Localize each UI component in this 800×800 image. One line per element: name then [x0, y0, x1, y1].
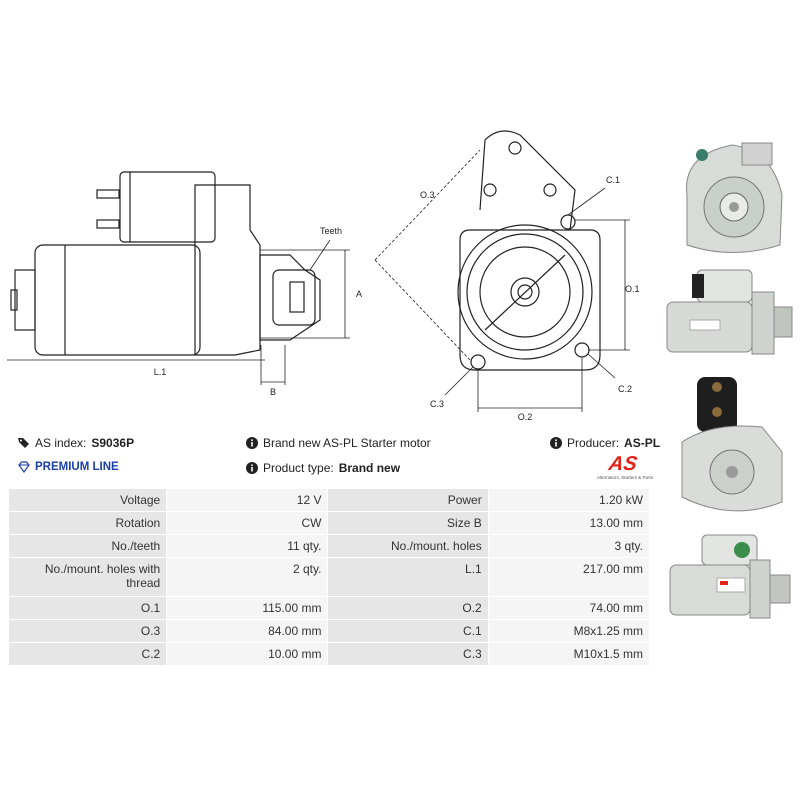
spec-value: 13.00 mm: [488, 512, 649, 535]
producer-label: Producer:: [567, 436, 620, 450]
spec-label: Rotation: [9, 512, 167, 535]
spec-label: No./mount. holes with thread: [9, 558, 167, 597]
table-row: [9, 643, 650, 666]
info-icon: [246, 462, 258, 474]
premium-line: [18, 461, 119, 473]
as-index-value: S9036P: [91, 436, 135, 450]
dim-label-c2: C.2: [618, 384, 633, 394]
diamond-icon: [18, 461, 30, 473]
dim-label-teeth: Teeth: [320, 226, 343, 236]
dim-label-o1: O.1: [625, 284, 640, 294]
spec-label: L.1: [328, 558, 488, 597]
spec-label: C.1: [328, 620, 488, 643]
table-row: [9, 489, 650, 512]
spec-label: O.2: [328, 597, 488, 620]
starter-side-image: [662, 262, 797, 362]
info-icon: [550, 437, 562, 449]
spec-label: No./mount. holes: [328, 535, 488, 558]
spec-value: M10x1.5 mm: [488, 643, 649, 666]
premium-line-label: PREMIUM LINE: [35, 461, 119, 473]
spec-label: Size B: [328, 512, 488, 535]
producer: [550, 436, 660, 450]
front-view-drawing: [370, 120, 660, 420]
product-type-label: Product type:: [263, 461, 334, 475]
as-logo-text: AS: [607, 453, 639, 475]
spec-value: 3 qty.: [488, 535, 649, 558]
spec-label: C.3: [328, 643, 488, 666]
table-row: [9, 620, 650, 643]
dim-label-a: A: [356, 289, 363, 299]
product-photo-side-2[interactable]: [662, 530, 797, 625]
table-row: [9, 597, 650, 620]
spec-label: C.2: [9, 643, 167, 666]
as-logo-tagline: Alternators, Starters & Parts: [597, 475, 654, 480]
spec-table: [8, 488, 650, 666]
spec-label: Voltage: [9, 489, 167, 512]
product-type: [246, 461, 400, 475]
spec-value: 217.00 mm: [488, 558, 649, 597]
spec-value: CW: [167, 512, 328, 535]
spec-label: O.3: [9, 620, 167, 643]
table-row: [9, 535, 650, 558]
product-photo-rear[interactable]: [672, 372, 792, 522]
spec-value: 2 qty.: [167, 558, 328, 597]
spec-value: M8x1.25 mm: [488, 620, 649, 643]
spec-value: 1.20 kW: [488, 489, 649, 512]
as-index-label: AS index:: [35, 436, 87, 450]
as-pl-logo: [597, 453, 654, 485]
spec-value: 115.00 mm: [167, 597, 328, 620]
spec-value: 10.00 mm: [167, 643, 328, 666]
dim-label-c1: C.1: [606, 175, 621, 185]
spec-value: 84.00 mm: [167, 620, 328, 643]
table-row: [9, 512, 650, 535]
product-photo-side[interactable]: [662, 262, 797, 362]
info-icon: [246, 437, 258, 449]
starter-front-image: [672, 135, 792, 260]
dim-label-o2: O.2: [517, 412, 533, 420]
producer-value: AS-PL: [624, 436, 661, 450]
spec-value: 74.00 mm: [488, 597, 649, 620]
spec-value: 11 qty.: [167, 535, 328, 558]
table-row: [9, 558, 650, 597]
description: [246, 436, 431, 450]
spec-label: No./teeth: [9, 535, 167, 558]
dim-label-o3: O.3: [420, 190, 435, 200]
dim-label-b: B: [270, 387, 277, 397]
starter-rear-image: [672, 372, 792, 522]
side-view-drawing: [5, 170, 375, 410]
dim-label-c3: C.3: [430, 399, 445, 409]
description-text: Brand new AS-PL Starter motor: [263, 436, 431, 450]
dim-label-l1: L.1: [153, 367, 167, 377]
product-type-value: Brand new: [338, 461, 401, 475]
spec-label: O.1: [9, 597, 167, 620]
tags-icon: [18, 437, 30, 449]
as-index: [18, 436, 134, 450]
product-photo-front[interactable]: [672, 135, 792, 260]
spec-label: Power: [328, 489, 488, 512]
starter-side-image-2: [662, 530, 797, 625]
spec-value: 12 V: [167, 489, 328, 512]
